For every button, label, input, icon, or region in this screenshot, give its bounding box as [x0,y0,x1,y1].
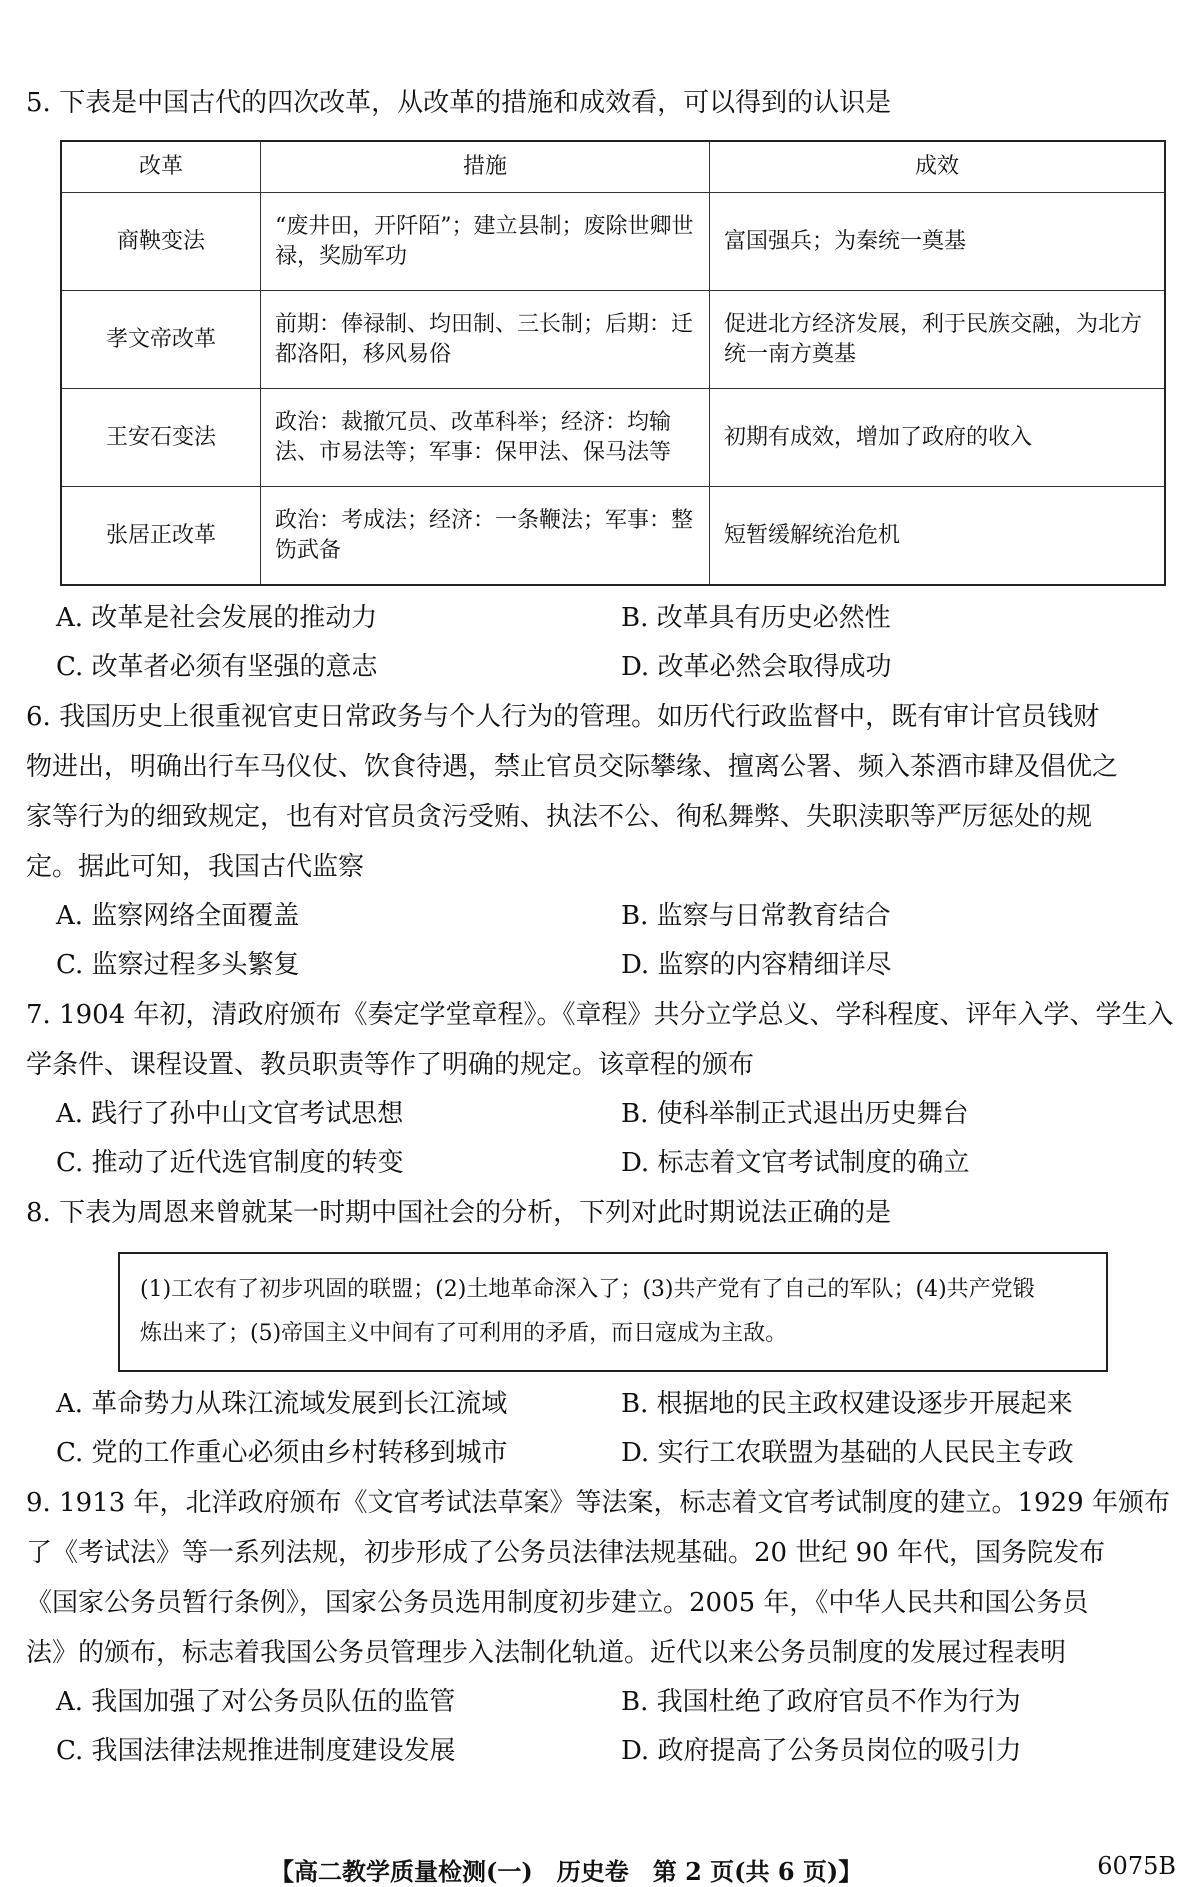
table-row [61,487,1165,586]
table-header: 改革 [61,141,261,193]
option-b[interactable]: B. 改革具有历史必然性 [621,603,891,633]
question-6-line: 家等行为的细致规定，也有对官员贪污受贿、执法不公、徇私舞弊、失职渎职等严厉惩处的规 [26,802,1093,832]
option-c[interactable]: C. 党的工作重心必须由乡村转移到城市 [56,1438,508,1468]
question-9-options [56,1678,1176,1776]
option-a[interactable]: A. 改革是社会发展的推动力 [56,603,378,633]
question-9-stem [26,1478,1176,1678]
table-cell: 政治：裁撤冗员、改革科举；经济：均输法、市易法等；军事：保甲法、保马法等 [261,389,710,487]
question-8-stem [26,1188,1176,1238]
option-c[interactable]: C. 监察过程多头繁复 [56,950,300,980]
table-cell: 初期有成效，增加了政府的收入 [710,389,1166,487]
table-header: 措施 [261,141,710,193]
table-header: 成效 [710,141,1166,193]
question-7-line: 7. 1904 年初，清政府颁布《奏定学堂章程》。《章程》共分立学总义、学科程度、评年入学、学生入 [26,1000,1174,1030]
option-b[interactable]: B. 我国杜绝了政府官员不作为行为 [621,1687,1021,1717]
option-d[interactable]: D. 监察的内容精细详尽 [621,950,892,980]
question-6-line: 6. 我国历史上很重视官吏日常政务与个人行为的管理。如历代行政监督中，既有审计官员钱财 [26,702,1100,732]
question-9-line: 法》的颁布，标志着我国公务员管理步入法制化轨道。近代以来公务员制度的发展过程表明 [26,1638,1067,1668]
question-6-options [56,892,1176,990]
reform-table [60,140,1166,586]
question-7-line: 学条件、课程设置、教员职责等作了明确的规定。该章程的颁布 [26,1050,755,1080]
table-cell: “废井田，开阡陌”；建立县制；废除世卿世禄，奖励军功 [261,193,710,291]
question-8-text: 8. 下表为周恩来曾就某一时期中国社会的分析，下列对此时期说法正确的是 [26,1198,892,1228]
page-footer [0,1852,1200,1886]
table-cell: 富国强兵；为秦统一奠基 [710,193,1166,291]
footer-title: 【高二教学质量检测(一) 历史卷 第 2 页(共 6 页)】 [270,1857,863,1886]
question-9-line: 9. 1913 年，北洋政府颁布《文官考试法草案》等法案，标志着文官考试制度的建立。1929 年颁布 [26,1488,1170,1518]
option-d[interactable]: D. 标志着文官考试制度的确立 [621,1148,970,1178]
question-7-options [56,1090,1176,1188]
question-9-line: 了《考试法》等一系列法规，初步形成了公务员法律法规基础。20 世纪 90 年代，国务院发布 [26,1538,1105,1568]
quote-box [118,1252,1108,1372]
option-a[interactable]: A. 监察网络全面覆盖 [56,901,300,931]
option-c[interactable]: C. 推动了近代选官制度的转变 [56,1148,404,1178]
table-cell: 前期：俸禄制、均田制、三长制；后期：迁都洛阳，移风易俗 [261,291,710,389]
table-header-row [61,141,1165,193]
question-5-text: 5. 下表是中国古代的四次改革，从改革的措施和成效看，可以得到的认识是 [26,88,892,118]
table-cell: 孝文帝改革 [61,291,261,389]
quote-line: 炼出来了；(5)帝国主义中间有了可利用的矛盾，而日寇成为主敌。 [140,1321,788,1346]
option-a[interactable]: A. 我国加强了对公务员队伍的监管 [56,1687,456,1717]
question-7-stem [26,990,1176,1090]
quote-line: (1)工农有了初步巩固的联盟；(2)土地革命深入了；(3)共产党有了自己的军队；(4)共产党锻 [140,1277,1035,1302]
question-9-line: 《国家公务员暂行条例》，国家公务员选用制度初步建立。2005 年，《中华人民共和国公务员 [26,1588,1089,1618]
table-cell: 促进北方经济发展，利于民族交融，为北方统一南方奠基 [710,291,1166,389]
table-row [61,389,1165,487]
option-d[interactable]: D. 政府提高了公务员岗位的吸引力 [621,1736,1022,1766]
question-6-stem [26,692,1176,892]
option-b[interactable]: B. 使科举制正式退出历史舞台 [621,1099,969,1129]
table-cell: 政治：考成法；经济：一条鞭法；军事：整饬武备 [261,487,710,586]
table-cell: 商鞅变法 [61,193,261,291]
option-a[interactable]: A. 践行了孙中山文官考试思想 [56,1099,404,1129]
table-row [61,291,1165,389]
option-c[interactable]: C. 我国法律法规推进制度建设发展 [56,1736,456,1766]
option-a[interactable]: A. 革命势力从珠江流域发展到长江流域 [56,1389,508,1419]
question-5-options [56,594,1176,692]
question-6-line: 定。据此可知，我国古代监察 [26,852,365,882]
option-b[interactable]: B. 监察与日常教育结合 [621,901,891,931]
question-8-options [56,1380,1176,1478]
table-cell: 王安石变法 [61,389,261,487]
table-row [61,193,1165,291]
table-cell: 短暂缓解统治危机 [710,487,1166,586]
option-d[interactable]: D. 改革必然会取得成功 [621,652,892,682]
footer-code: 6075B [1097,1852,1176,1880]
option-c[interactable]: C. 改革者必须有坚强的意志 [56,652,378,682]
table-cell: 张居正改革 [61,487,261,586]
option-b[interactable]: B. 根据地的民主政权建设逐步开展起来 [621,1389,1073,1419]
option-d[interactable]: D. 实行工农联盟为基础的人民民主专政 [621,1438,1074,1468]
question-6-line: 物进出，明确出行车马仪仗、饮食待遇，禁止官员交际攀缘、擅离公署、频入茶酒市肆及倡优之 [26,752,1119,782]
question-5-stem [26,78,1176,128]
